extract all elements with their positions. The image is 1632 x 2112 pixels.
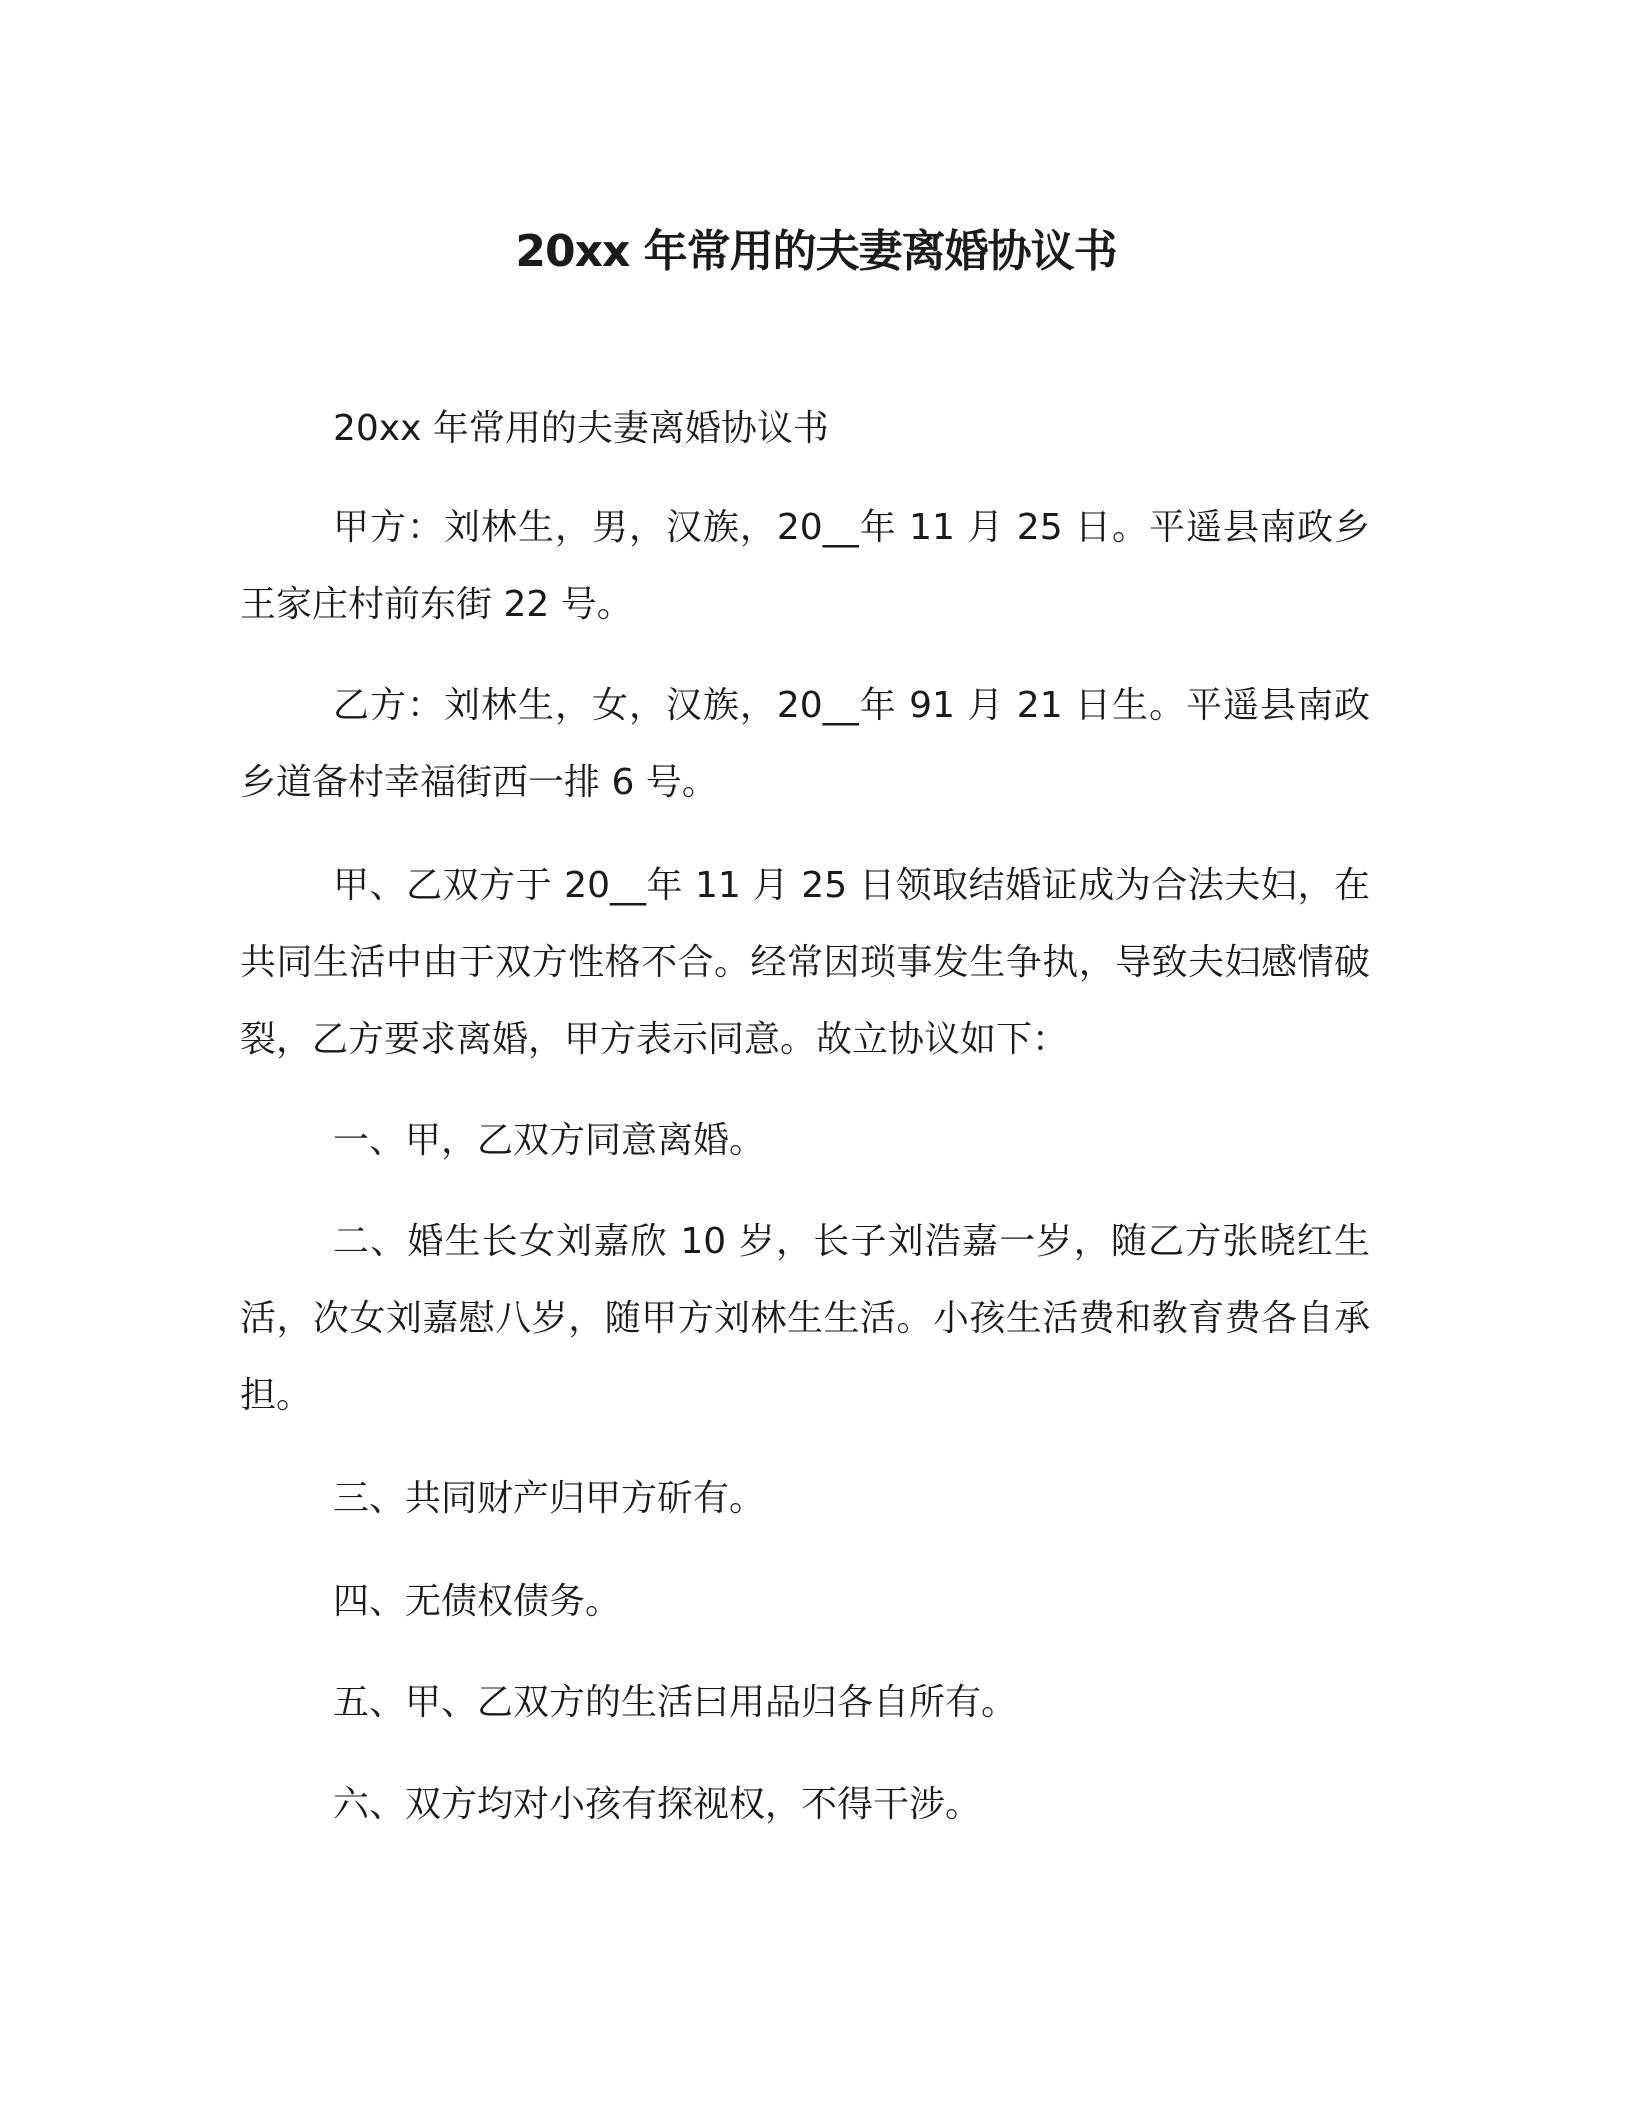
- paragraph-clause-6: 六、双方均对小孩有探视权，不得干涉。: [333, 1784, 982, 1825]
- paragraph-party-b: 乙方：刘林生，女，汉族，20__年 91 月 21 日生。平遥县南政乡道备村幸福街西一排 6 号。: [240, 685, 1370, 803]
- paragraph-heading: 20xx 年常用的夫妻离婚协议书: [333, 408, 829, 449]
- paragraph-preamble: 甲、乙双方于 20__年 11 月 25 日领取结婚证成为合法夫妇，在共同生活中由于双方性格不合。经常因琐事发生争执，导致夫妇感情破裂，乙方要求离婚，甲方表示同意。故立协议如下：: [240, 865, 1370, 1060]
- paragraph-party-a: 甲方：刘林生，男，汉族，20__年 11 月 25 日。平遥县南政乡王家庄村前东街 22 号。: [240, 507, 1370, 625]
- paragraph-clause-3: 三、共同财产归甲方斫有。: [333, 1478, 766, 1519]
- document-title: 20xx 年常用的夫妻离婚协议书: [515, 226, 1117, 277]
- paragraph-clause-2: 二、婚生长女刘嘉欣 10 岁，长子刘浩嘉一岁，随乙方张晓红生活，次女刘嘉慰八岁，随甲方刘林生生活。小孩生活费和教育费各自承担。: [240, 1221, 1370, 1416]
- paragraph-clause-1: 一、甲，乙双方同意离婚。: [333, 1120, 766, 1161]
- paragraph-clause-4: 四、无债权债务。: [333, 1581, 622, 1622]
- paragraph-clause-5: 五、甲、乙双方的生活曰用品归各自所有。: [333, 1682, 1018, 1723]
